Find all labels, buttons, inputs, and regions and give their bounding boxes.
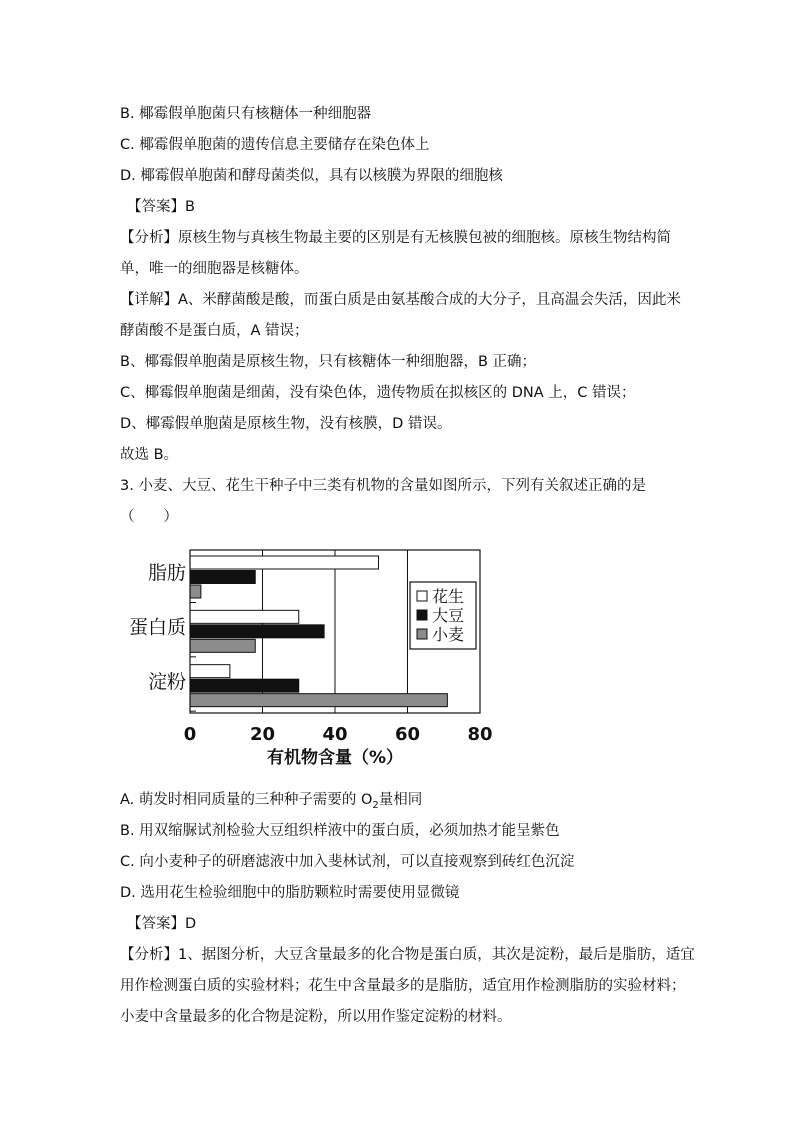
bar-chart [120,535,500,775]
detail-line-1: 【详解】A、米酵菌酸是酸，而蛋白质是由氨基酸合成的大分子，且高温会失活，因此米 [120,292,681,308]
question-3-brackets: （ ） [120,509,178,525]
text-line-2: C. 椰霉假单胞菌的遗传信息主要储存在染色体上 [120,137,430,153]
legend-label-1: 大豆 [432,606,465,625]
detail-line-2: 酵菌酸不是蛋白质，A 错误； [120,323,309,339]
option-a [120,790,422,816]
answer-label: 【答案】B [127,199,195,215]
x-tick-80: 80 [467,724,493,745]
legend [410,582,476,649]
analysis2-line-2: 用作检测蛋白质的实验材料；花生中含量最多的是脂肪，适宜用作检测脂肪的实验材料； [120,978,686,994]
choose-line: 故选 B。 [120,447,179,463]
bar-脂肪-大豆 [190,571,255,584]
category-labels [129,562,186,693]
legend-label-2: 小麦 [432,625,465,644]
bar-蛋白质-大豆 [190,625,324,638]
question-3: 3. 小麦、大豆、花生干种子中三类有机物的含量如图所示，下列有关叙述正确的是 [120,478,646,494]
option-b: B. 用双缩脲试剂检验大豆组织样液中的蛋白质，必须加热才能呈紫色 [120,823,560,839]
text-line-1: B. 椰霉假单胞菌只有核糖体一种细胞器 [120,106,372,122]
category-label-0: 脂肪 [147,562,186,585]
legend-swatch-1 [417,610,427,620]
option-a-suffix: 量相同 [378,792,423,808]
analysis-line-1: 【分析】原核生物与真核生物最主要的区别是有无核膜包被的细胞核。原核生物结构简 [120,230,671,246]
x-tick-labels [184,724,493,745]
legend-swatch-0 [417,591,427,601]
x-tick-60: 60 [394,724,421,745]
answer-2: 【答案】D [127,916,197,932]
legend-swatch-2 [417,629,427,639]
bar-蛋白质-小麦 [190,639,255,652]
detail-line-4: C、椰霉假单胞菌是细菌，没有染色体，遗传物质在拟核区的 DNA 上，C 错误； [120,385,636,401]
text-line-3: D. 椰霉假单胞菌和酵母菌类似，具有以核膜为界限的细胞核 [120,168,503,184]
option-c: C. 向小麦种子的研磨滤液中加入斐林试剂，可以直接观察到砖红色沉淀 [120,854,575,870]
x-axis-label: 有机物含量（%） [266,748,404,768]
option-a-subscript: 2 [372,799,379,811]
x-tick-40: 40 [322,724,348,745]
detail-line-5: D、椰霉假单胞菌是原核生物，没有核膜，D 错误。 [120,416,452,432]
analysis2-line-1: 【分析】1、据图分析，大豆含量最多的化合物是蛋白质，其次是淀粉，最后是脂肪，适宜 [120,947,695,963]
x-tick-20: 20 [249,724,276,745]
bar-淀粉-小麦 [190,694,447,707]
category-label-2: 淀粉 [147,670,186,693]
bar-淀粉-大豆 [190,679,299,692]
legend-label-0: 花生 [432,587,465,606]
bar-脂肪-小麦 [190,585,201,598]
bar-蛋白质-花生 [190,610,299,623]
detail-line-3: B、椰霉假单胞菌是原核生物，只有核糖体一种细胞器，B 正确； [120,354,537,370]
chart-bars [190,556,447,711]
category-label-1: 蛋白质 [128,616,186,639]
option-d: D. 选用花生检验细胞中的脂肪颗粒时需要使用显微镜 [120,885,460,901]
analysis-line-2: 单，唯一的细胞器是核糖体。 [120,261,309,277]
analysis2-line-3: 小麦中含量最多的化合物是淀粉，所以用作鉴定淀粉的材料。 [120,1009,512,1025]
x-tick-0: 0 [183,724,197,745]
bar-淀粉-花生 [190,665,230,678]
bar-脂肪-花生 [190,556,379,569]
option-a-prefix: A. 萌发时相同质量的三种种子需要的 O [120,792,373,808]
